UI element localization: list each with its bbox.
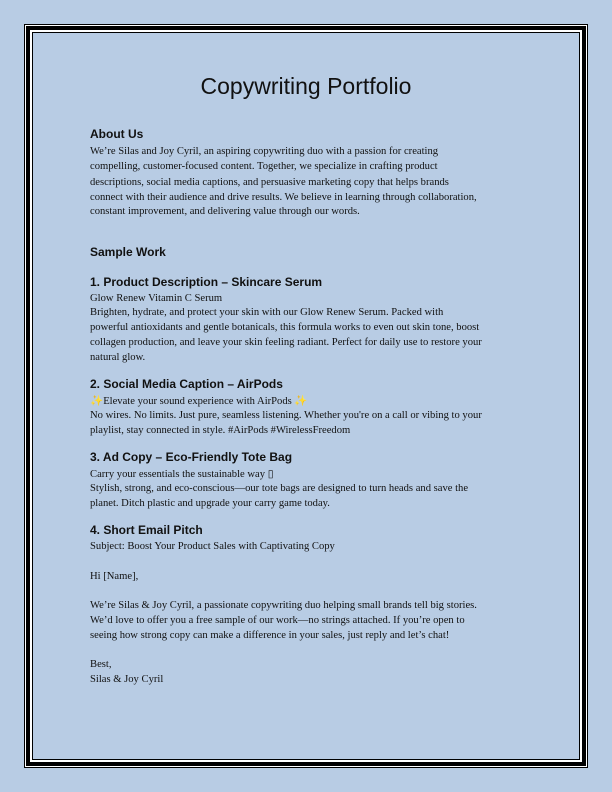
sample-heading: 1. Product Description – Skincare Serum (90, 275, 323, 289)
sample-line: planet. Ditch plastic and upgrade your carry game today. (90, 498, 330, 509)
about-line: compelling, customer-focused content. Together, we specialize in crafting product (90, 161, 438, 172)
email-subject: Subject: Boost Your Product Sales with Captivating Copy (90, 541, 335, 552)
sample-line: No wires. No limits. Just pure, seamless listening. Whether you're on a call or vibing to your (90, 410, 482, 421)
sample-work-heading: Sample Work (90, 245, 166, 259)
email-body-line: seeing how strong copy can make a difference in your sales, just reply and let’s chat! (90, 630, 450, 641)
sample-line: powerful antioxidants and gentle botanicals, this formula works to even out skin tone, boost (90, 322, 480, 333)
sample-line: ✨Elevate your sound experience with AirPods ✨ (90, 396, 308, 407)
sample-heading: 4. Short Email Pitch (90, 523, 203, 537)
about-line: descriptions, social media captions, and persuasive marketing copy that helps brands (90, 177, 449, 188)
sample-line: Stylish, strong, and eco-conscious—our tote bags are designed to turn heads and save the (90, 483, 469, 494)
sample-heading: 2. Social Media Caption – AirPods (90, 377, 283, 391)
page-title: Copywriting Portfolio (200, 73, 412, 99)
sample-line: collagen production, and leave your skin feeling radiant. Perfect for daily use to restore your (90, 337, 482, 348)
sample-heading: 3. Ad Copy – Eco-Friendly Tote Bag (90, 450, 293, 464)
sample-line: natural glow. (90, 352, 146, 363)
sample-line: Carry your essentials the sustainable way ▯ (90, 469, 274, 480)
email-body-line: We’re Silas & Joy Cyril, a passionate copywriting duo helping small brands tell big stories. (90, 600, 477, 611)
email-body-line: We’d love to offer you a free sample of our work—no strings attached. If you’re open to (90, 615, 465, 626)
sample-line: Brighten, hydrate, and protect your skin with our Glow Renew Serum. Packed with (90, 307, 444, 318)
sample-line: playlist, stay connected in style. #AirPods #WirelessFreedom (90, 425, 351, 436)
about-line: connect with their audience and drive results. We believe in learning through collaboration, (90, 192, 477, 203)
sample-line: Glow Renew Vitamin C Serum (90, 293, 223, 304)
email-greeting: Hi [Name], (90, 571, 139, 582)
about-line: constant improvement, and delivering value through our words. (90, 206, 360, 217)
about-line: We’re Silas and Joy Cyril, an aspiring copywriting duo with a passion for creating (90, 146, 439, 157)
about-heading: About Us (90, 127, 144, 141)
email-signature: Silas & Joy Cyril (90, 674, 164, 685)
email-signoff: Best, (90, 659, 112, 670)
